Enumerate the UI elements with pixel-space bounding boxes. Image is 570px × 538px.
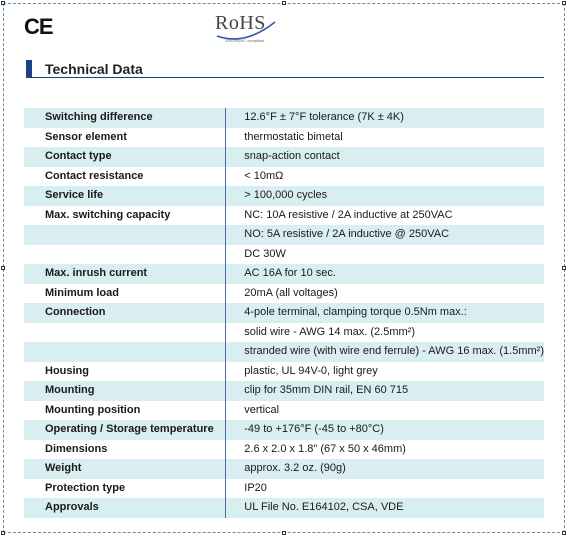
ce-mark: CE [24,14,53,39]
table-row [24,479,544,499]
row-label: Connection [24,303,226,323]
table-row [24,401,544,421]
table-row [24,284,544,304]
table-row [24,206,544,226]
row-value: clip for 35mm DIN rail, EN 60 715 [226,381,544,401]
row-label [24,245,226,265]
row-value: 4-pole terminal, clamping torque 0.5Nm max.: [226,303,544,323]
row-label: Weight [24,459,226,479]
row-label: Mounting position [24,401,226,421]
table-row [24,128,544,148]
title-underline [26,77,544,78]
table-row [24,167,544,187]
page-title: Technical Data [45,61,143,77]
table-row [24,323,544,343]
row-value: DC 30W [226,245,544,265]
table-row [24,303,544,323]
row-label: Service life [24,186,226,206]
technical-data-table [24,108,544,518]
row-value: AC 16A for 10 sec. [226,264,544,284]
row-label: Housing [24,362,226,382]
row-value: 12.6°F ± 7°F tolerance (7K ± 4K) [226,108,544,128]
row-value: IP20 [226,479,544,499]
row-label: Mounting [24,381,226,401]
table-row [24,264,544,284]
table-row [24,245,544,265]
table-row [24,381,544,401]
row-label: Sensor element [24,128,226,148]
row-value: thermostatic bimetal [226,128,544,148]
row-value: snap-action contact [226,147,544,167]
table-row [24,225,544,245]
row-label: Dimensions [24,440,226,460]
table-row [24,420,544,440]
resize-handle-bottom-right[interactable] [562,531,566,535]
row-value: < 10mΩ [226,167,544,187]
table-row [24,459,544,479]
resize-handle-bottom-center[interactable] [282,531,286,535]
table-row [24,362,544,382]
row-value: UL File No. E164102, CSA, VDE [226,498,544,518]
row-value: > 100,000 cycles [226,186,544,206]
table-row [24,342,544,362]
rohs-logo [215,12,277,50]
row-value: approx. 3.2 oz. (90g) [226,459,544,479]
row-value: 20mA (all voltages) [226,284,544,304]
row-value: 2.6 x 2.0 x 1.8" (67 x 50 x 46mm) [226,440,544,460]
table-row [24,498,544,518]
row-value: stranded wire (with wire end ferrule) - AWG 16 max. (1.5mm²) [226,342,544,362]
row-label: Protection type [24,479,226,499]
row-label: Minimum load [24,284,226,304]
table-row [24,108,544,128]
resize-handle-top-left[interactable] [1,1,5,5]
resize-handle-top-right[interactable] [562,1,566,5]
row-label: Contact type [24,147,226,167]
row-label: Max. inrush current [24,264,226,284]
row-value: plastic, UL 94V-0, light grey [226,362,544,382]
row-label: Switching difference [24,108,226,128]
resize-handle-middle-left[interactable] [1,266,5,270]
title-accent-bar [26,60,32,77]
row-label [24,342,226,362]
table-row [24,440,544,460]
rohs-text: RoHS [215,12,266,34]
row-value: solid wire - AWG 14 max. (2.5mm²) [226,323,544,343]
resize-handle-top-center[interactable] [282,1,286,5]
row-value: NO: 5A resistive / 2A inductive @ 250VAC [226,225,544,245]
table-row [24,147,544,167]
row-value: -49 to +176°F (-45 to +80°C) [226,420,544,440]
row-label [24,225,226,245]
row-value: vertical [226,401,544,421]
row-value: NC: 10A resistive / 2A inductive at 250VAC [226,206,544,226]
row-label: Contact resistance [24,167,226,187]
row-label: Approvals [24,498,226,518]
rohs-tagline: 2002/95/EC compliant [225,38,265,43]
resize-handle-bottom-left[interactable] [1,531,5,535]
row-label [24,323,226,343]
table-row [24,186,544,206]
row-label: Operating / Storage temperature [24,420,226,440]
row-label: Max. switching capacity [24,206,226,226]
resize-handle-middle-right[interactable] [562,266,566,270]
